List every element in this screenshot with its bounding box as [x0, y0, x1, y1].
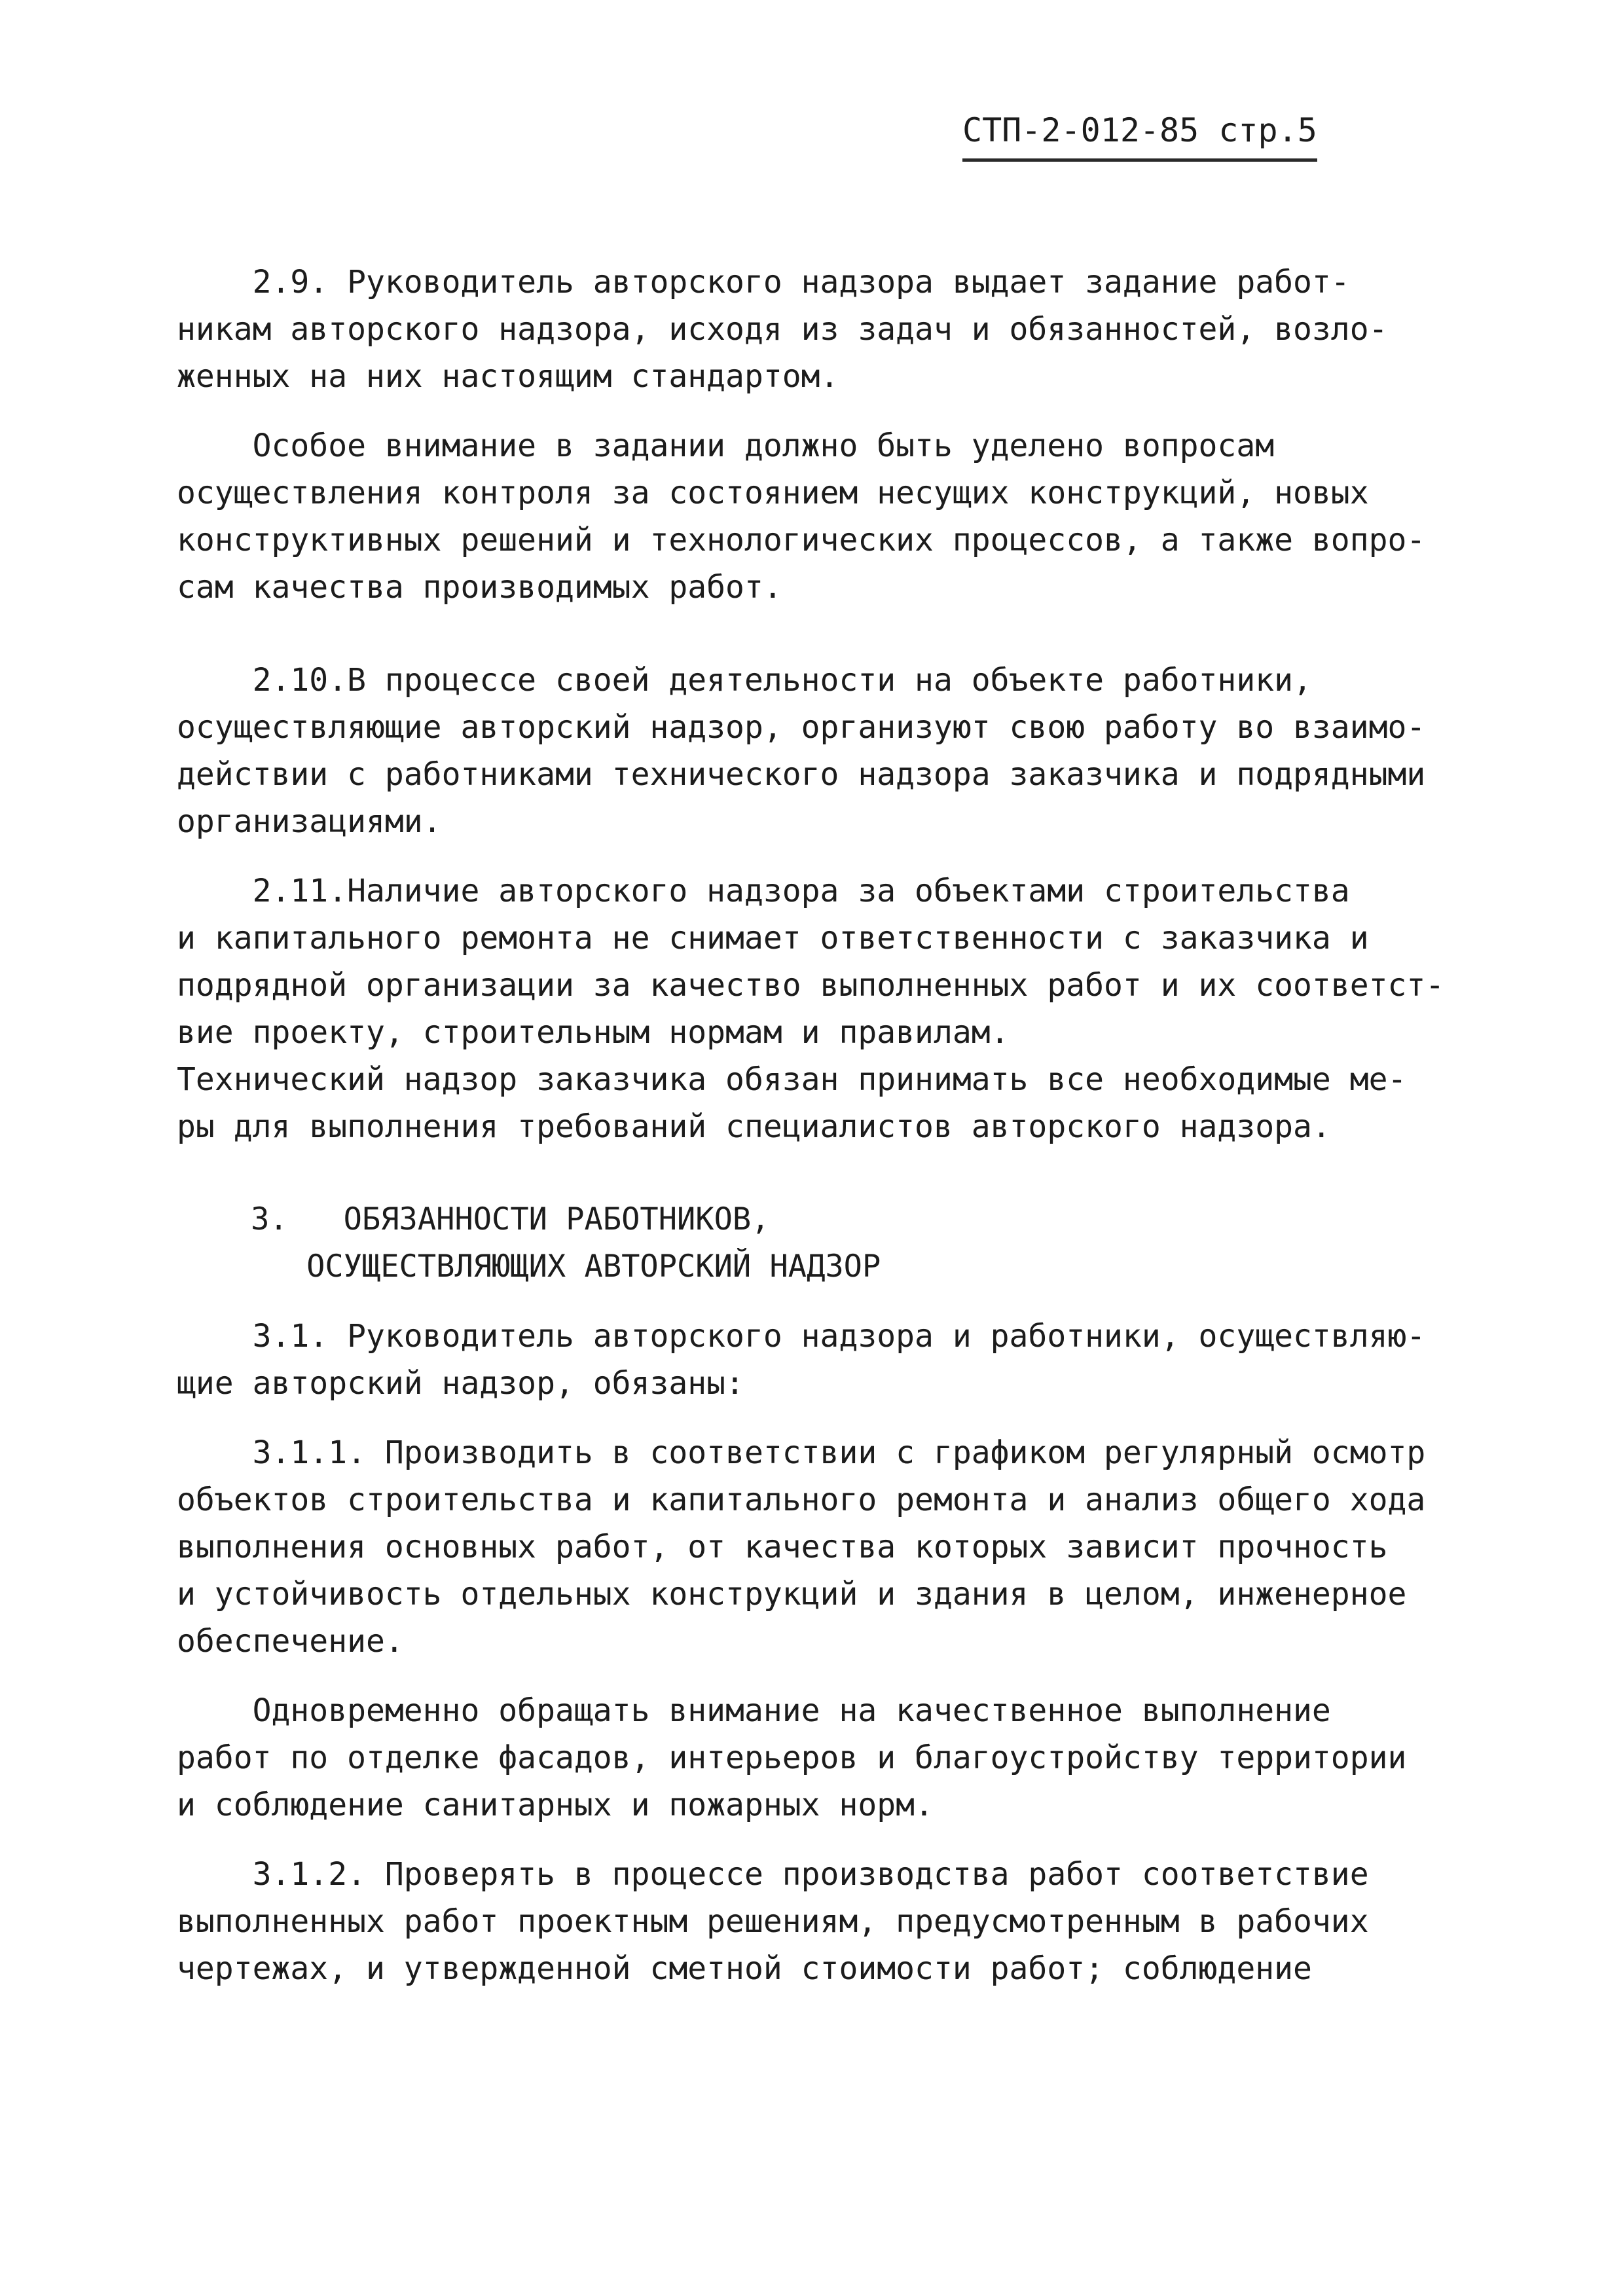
text-line: 3.1. Руководитель авторского надзора и работники, осуществляю- [177, 1318, 1426, 1355]
text-line: 3.1.1. Производить в соответствии с графиком регулярный осмотр [177, 1434, 1426, 1471]
text-line: и устойчивость отдельных конструкций и здания в целом, инженерное [177, 1576, 1407, 1613]
text-line: действии с работниками технического надзора заказчика и подрядными [177, 756, 1426, 793]
text-line: выполнения основных работ, от качества которых зависит прочность [177, 1529, 1388, 1565]
text-line: 3.1.2. Проверять в процессе производства работ соответствие [177, 1856, 1369, 1893]
text-line: Особое внимание в задании должно быть уделено вопросам [177, 428, 1275, 464]
text-line: Одновременно обращать внимание на качественное выполнение [177, 1692, 1331, 1729]
text-line: чертежах, и утвержденной сметной стоимости работ; соблюдение [177, 1950, 1312, 1987]
text-line: ры для выполнения требований специалистов авторского надзора. [177, 1108, 1331, 1145]
clause-2-11 [177, 867, 1532, 1150]
text-line: организациями. [177, 803, 442, 840]
text-line: подрядной организации за качество выполненных работ и их соответст- [177, 967, 1445, 1004]
text-line: Технический надзор заказчика обязан принимать все необходимые ме- [177, 1061, 1407, 1098]
clause-2-10 [177, 657, 1532, 845]
clause-2-9-paragraph [177, 422, 1532, 611]
text-line: никам авторского надзора, исходя из задач и обязанностей, возло- [177, 311, 1388, 348]
text-line: вие проекту, строительным нормам и правилам. [177, 1014, 1010, 1051]
clause-3-1-1-paragraph [177, 1687, 1532, 1829]
page-header [962, 111, 1329, 162]
text-line: конструктивных решений и технологических процессов, а также вопро- [177, 522, 1426, 558]
clause-2-9 [177, 259, 1532, 400]
document-reference: СТП-2-012-85 стр.5 [962, 111, 1317, 162]
text-line: и соблюдение санитарных и пожарных норм. [177, 1787, 934, 1823]
text-line: работ по отделке фасадов, интерьеров и благоустройству территории [177, 1740, 1407, 1776]
text-line: щие авторский надзор, обязаны: [177, 1365, 744, 1402]
text-line: обеспечение. [177, 1623, 404, 1660]
clause-3-1 [177, 1313, 1532, 1407]
text-line: женных на них настоящим стандартом. [177, 358, 839, 395]
text-line: осуществляющие авторский надзор, организуют свою работу во взаимо- [177, 709, 1426, 746]
text-line: 2.10.В процессе своей деятельности на объекте работники, [177, 662, 1312, 699]
text-line: сам качества производимых работ. [177, 569, 782, 606]
text-line: 2.9. Руководитель авторского надзора выдает задание работ- [177, 264, 1350, 301]
clause-3-1-1 [177, 1429, 1532, 1665]
clause-3-1-2 [177, 1851, 1532, 1992]
section-heading-line: ОСУЩЕСТВЛЯЮЩИХ АВТОРСКИЙ НАДЗОР [177, 1248, 881, 1285]
text-line: выполненных работ проектным решениям, предусмотренным в рабочих [177, 1903, 1369, 1940]
text-line: и капитального ремонта не снимает ответственности с заказчика и [177, 920, 1369, 957]
section-heading-line: 3. ОБЯЗАННОСТИ РАБОТНИКОВ, [177, 1201, 770, 1237]
text-line: осуществления контроля за состоянием несущих конструкций, новых [177, 475, 1369, 511]
text-line: 2.11.Наличие авторского надзора за объектами строительства [177, 873, 1350, 909]
section-3-heading [177, 1196, 1532, 1290]
text-line: объектов строительства и капитального ремонта и анализ общего хода [177, 1482, 1426, 1518]
document-body [177, 259, 1532, 1992]
